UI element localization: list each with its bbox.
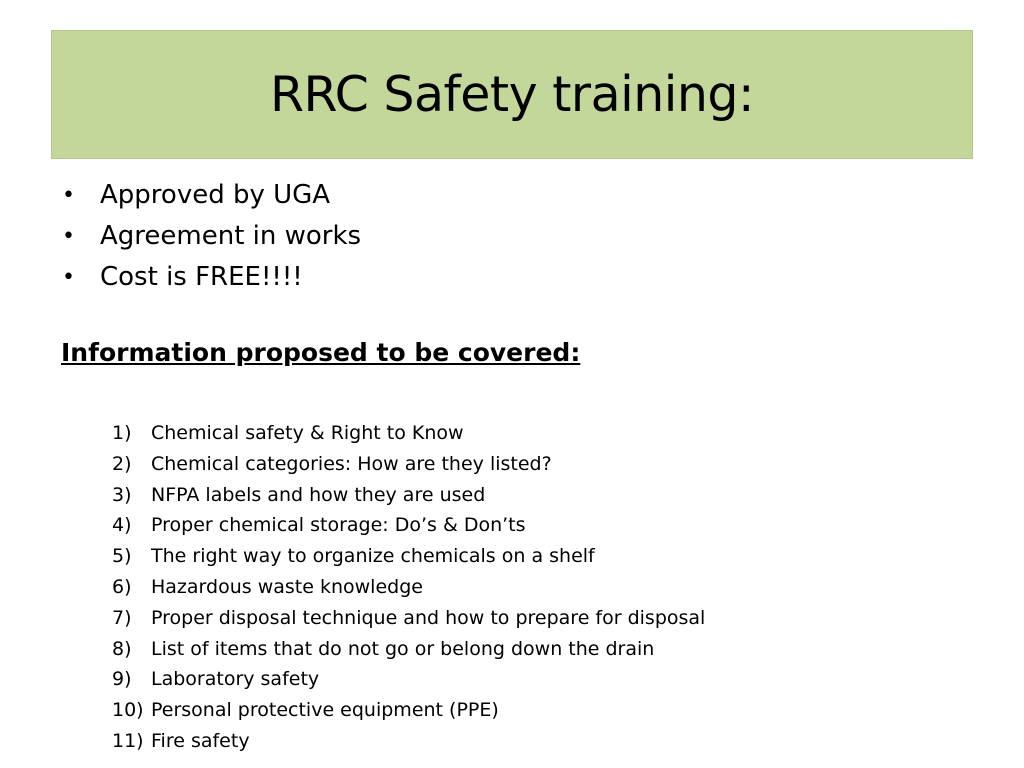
topic-number: 2) bbox=[112, 452, 132, 475]
topic-item bbox=[112, 572, 705, 603]
slide-title: RRC Safety training: bbox=[269, 66, 755, 123]
topic-text: Proper disposal technique and how to prepare for disposal bbox=[151, 606, 706, 629]
topic-number: 8) bbox=[112, 637, 132, 660]
topic-text: Chemical safety & Right to Know bbox=[151, 422, 464, 444]
topic-number: 10) bbox=[112, 699, 144, 722]
bullet-text: Cost is FREE!!!! bbox=[100, 262, 303, 292]
bullet-marker: • bbox=[62, 183, 75, 208]
topic-item bbox=[112, 480, 705, 511]
topic-number: 11) bbox=[112, 729, 144, 752]
topic-text: Chemical categories: How are they listed? bbox=[151, 452, 552, 475]
topic-number: 7) bbox=[112, 606, 132, 629]
bullet-item bbox=[60, 216, 361, 257]
topic-item bbox=[112, 449, 705, 480]
topic-item bbox=[112, 418, 705, 449]
topic-text: The right way to organize chemicals on a shelf bbox=[151, 545, 595, 568]
topic-item bbox=[112, 603, 705, 634]
bullet-text: Approved by UGA bbox=[100, 180, 331, 210]
topic-text: Hazardous waste knowledge bbox=[151, 575, 423, 598]
bullet-text: Agreement in works bbox=[100, 221, 362, 251]
topic-list bbox=[112, 418, 705, 757]
topic-text: NFPA labels and how they are used bbox=[151, 483, 486, 506]
bullet-item bbox=[60, 257, 361, 298]
topic-item bbox=[112, 664, 705, 695]
topic-item bbox=[112, 510, 705, 541]
topic-number: 9) bbox=[112, 668, 132, 691]
topic-number: 1) bbox=[112, 422, 132, 444]
topic-text: Fire safety bbox=[151, 729, 250, 752]
topic-number: 6) bbox=[112, 575, 132, 598]
topic-item bbox=[112, 695, 705, 726]
topic-number: 4) bbox=[112, 514, 132, 537]
topic-item bbox=[112, 541, 705, 572]
bullet-list bbox=[60, 175, 361, 298]
topic-text: Proper chemical storage: Do’s & Don’ts bbox=[151, 514, 526, 537]
topic-text: Laboratory safety bbox=[151, 668, 320, 691]
topic-text: List of items that do not go or belong down the drain bbox=[151, 637, 655, 660]
section-heading: Information proposed to be covered: bbox=[61, 338, 581, 367]
bullet-marker: • bbox=[62, 224, 75, 249]
topic-item bbox=[112, 634, 705, 665]
bullet-item bbox=[60, 175, 361, 216]
topic-number: 5) bbox=[112, 545, 132, 568]
bullet-marker: • bbox=[62, 265, 75, 290]
title-banner bbox=[51, 30, 973, 159]
topic-number: 3) bbox=[112, 483, 132, 506]
topic-item bbox=[112, 726, 705, 757]
topic-text: Personal protective equipment (PPE) bbox=[151, 699, 499, 722]
